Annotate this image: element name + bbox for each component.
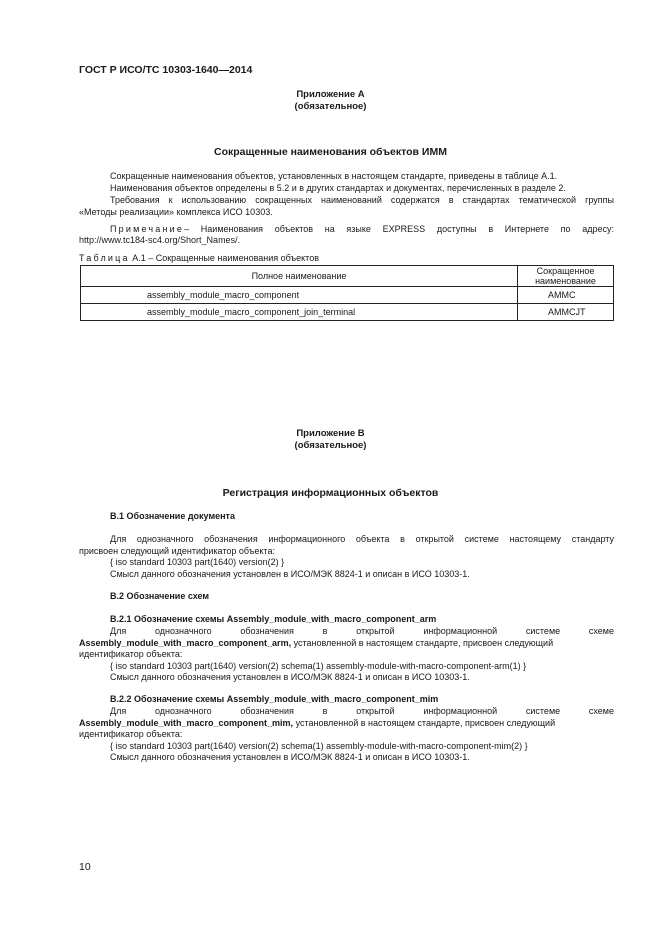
section-b21-meaning: Смысл данного обозначения установлен в ИСО/МЭК 8824-1 и описан в ИСО 10303-1. bbox=[110, 672, 470, 682]
annex-a-note-url[interactable]: http://www.tc184-sc4.org/Short_Names/. bbox=[79, 235, 241, 245]
short-names-table bbox=[80, 265, 614, 321]
section-b22-line-2 bbox=[79, 718, 555, 729]
page-number: 10 bbox=[79, 861, 91, 873]
annex-a-paragraph-3-line-2: «Методы реализации» комплекса ИСО 10303. bbox=[79, 207, 273, 217]
section-b1-line-1: Для однозначного обозначения информационного объекта в открытой системе настоящему стандарту bbox=[110, 534, 614, 544]
section-b21-line-1: Для однозначного обозначения в открытой информационной системе схеме bbox=[110, 626, 614, 636]
section-b2-heading: В.2 Обозначение схем bbox=[110, 591, 210, 601]
annex-a-title: Приложение А bbox=[296, 89, 365, 100]
section-b21-heading: В.2.1 Обозначение схемы Assembly_module_with_macro_component_arm bbox=[110, 614, 437, 624]
annex-b-title: Приложение В bbox=[296, 428, 365, 439]
table-row bbox=[81, 287, 614, 304]
section-b1-meaning: Смысл данного обозначения установлен в ИСО/МЭК 8824-1 и описан в ИСО 10303-1. bbox=[110, 569, 470, 579]
section-b22-line-1: Для однозначного обозначения в открытой информационной системе схеме bbox=[110, 706, 614, 716]
annex-a-note bbox=[110, 224, 614, 235]
table-cell-short-name: AMMCJT bbox=[518, 304, 614, 321]
document-header: ГОСТ Р ИСО/ТС 10303-1640—2014 bbox=[79, 64, 253, 76]
annex-b-heading: Регистрация информационных объектов bbox=[222, 487, 439, 499]
table-caption bbox=[79, 253, 319, 264]
annex-a-paragraph-2: Наименования объектов определены в 5.2 и в других стандартах и документах, перечисленных в разделе 2. bbox=[110, 183, 566, 193]
annex-a-paragraph-1: Сокращенные наименования объектов, установленных в настоящем стандарте, приведены в таблице А.1. bbox=[110, 171, 558, 181]
table-cell-full-name: assembly_module_macro_component_join_terminal bbox=[81, 304, 518, 321]
note-text: – Наименования объектов на языке EXPRESS доступны в Интернете по адресу: bbox=[184, 224, 614, 234]
section-b21-identifier: { iso standard 10303 part(1640) version(2) schema(1) assembly-module-with-macro-component-arm(1) } bbox=[110, 661, 527, 671]
annex-a-heading: Сокращенные наименования объектов ИММ bbox=[214, 146, 447, 158]
section-b22-heading: В.2.2 Обозначение схемы Assembly_module_with_macro_component_mim bbox=[110, 694, 439, 704]
section-b21-line-3: идентификатор объекта: bbox=[79, 649, 183, 659]
annex-a-status: (обязательное) bbox=[294, 101, 367, 112]
section-b21-schema-name: Assembly_module_with_macro_component_arm, bbox=[79, 638, 292, 648]
section-b1-line-2: присвоен следующий идентификатор объекта: bbox=[79, 546, 275, 556]
section-b22-schema-name: Assembly_module_with_macro_component_mim, bbox=[79, 718, 294, 728]
annex-b-status: (обязательное) bbox=[294, 440, 367, 451]
section-b22-line-2-rest: установленной в настоящем стандарте, присвоен следующий bbox=[293, 718, 556, 728]
section-b21-line-2-rest: установленной в настоящем стандарте, присвоен следующий bbox=[291, 638, 554, 648]
table-header-short-name: Сокращенное наименование bbox=[518, 266, 614, 287]
table-header-full-name: Полное наименование bbox=[81, 266, 518, 287]
section-b21-line-2 bbox=[79, 638, 553, 649]
section-b22-identifier: { iso standard 10303 part(1640) version(2) schema(1) assembly-module-with-macro-component-mim(2) } bbox=[110, 741, 528, 751]
table-label: Таблица bbox=[79, 253, 130, 263]
section-b1-heading: В.1 Обозначение документа bbox=[110, 511, 235, 521]
section-b22-meaning: Смысл данного обозначения установлен в ИСО/МЭК 8824-1 и описан в ИСО 10303-1. bbox=[110, 752, 470, 762]
table-row bbox=[81, 304, 614, 321]
table-caption-text: А.1 – Сокращенные наименования объектов bbox=[132, 253, 319, 263]
annex-a-paragraph-3-line-1: Требования к использованию сокращенных наименований содержатся в стандартах тематической группы bbox=[110, 195, 614, 205]
section-b22-line-3: идентификатор объекта: bbox=[79, 729, 183, 739]
note-label: Примечание bbox=[110, 224, 185, 234]
table-cell-short-name: AMMC bbox=[518, 287, 614, 304]
table-cell-full-name: assembly_module_macro_component bbox=[81, 287, 518, 304]
table-header-row bbox=[81, 266, 614, 287]
section-b1-identifier: { iso standard 10303 part(1640) version(2) } bbox=[110, 557, 285, 567]
